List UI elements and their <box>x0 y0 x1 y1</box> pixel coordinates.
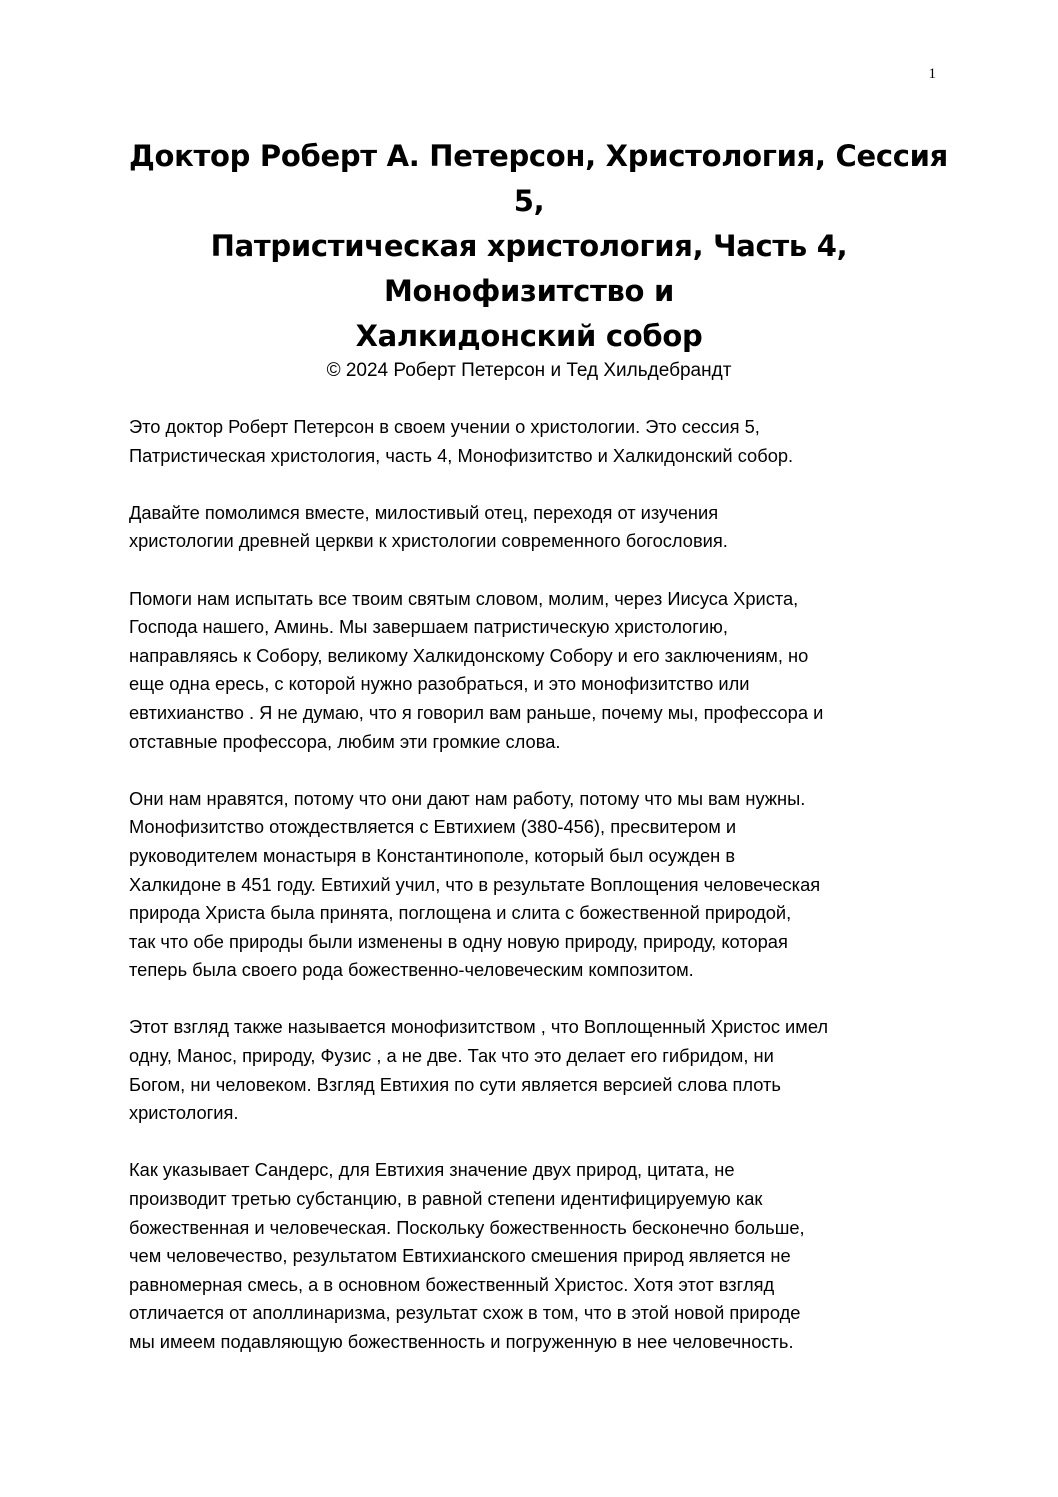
copyright-notice: © 2024 Роберт Петерсон и Тед Хильдебрандт <box>326 360 732 381</box>
text-line: евтихианство . Я не думаю, что я говорил вам раньше, почему мы, профессора и <box>129 701 824 723</box>
text-line: теперь была своего рода божественно-человеческим композитом. <box>129 959 694 981</box>
text-line: христология. <box>129 1102 239 1124</box>
text-line: Господа нашего, Аминь. Мы завершаем патристическую христологию, <box>129 616 728 638</box>
text-line: руководителем монастыря в Константинополе, который был осужден в <box>129 844 736 866</box>
text-line: Как указывает Сандерс, для Евтихия значение двух природ, цитата, не <box>129 1159 735 1181</box>
text-line: чем человечество, результатом Евтихианского смешения природ является не <box>129 1245 791 1267</box>
title-line: Халкидонский собор <box>355 319 703 353</box>
text-line: производит третью субстанцию, в равной степени идентифицируемую как <box>129 1188 763 1210</box>
paragraph-1 <box>129 413 949 470</box>
title-line: Патристическая христология, Часть 4, <box>210 229 848 263</box>
document-title <box>129 134 948 359</box>
text-line: Помоги нам испытать все твоим святым словом, молим, через Иисуса Христа, <box>129 587 799 609</box>
text-line: отличается от аполлинаризма, результат схож в том, что в этой новой природе <box>129 1302 801 1324</box>
text-line: Богом, ни человеком. Взгляд Евтихия по сути является версией слова плоть <box>129 1073 781 1095</box>
paragraph-5 <box>129 1013 949 1127</box>
text-line: направляясь к Собору, великому Халкидонскому Собору и его заключениям, но <box>129 644 809 666</box>
paragraph-3 <box>129 585 949 757</box>
title-line: 5, <box>513 184 545 218</box>
text-line: отставные профессора, любим эти громкие слова. <box>129 730 561 752</box>
text-line: Это доктор Роберт Петерсон в своем учении о христологии. Это сессия 5, <box>129 416 760 437</box>
paragraph-6 <box>129 1156 949 1356</box>
text-line: божественная и человеческая. Поскольку божественность бесконечно больше, <box>129 1216 805 1238</box>
text-line: Давайте помолимся вместе, милостивый отец, переходя от изучения <box>129 501 719 523</box>
text-line: природа Христа была принята, поглощена и слита с божественной природой, <box>129 902 792 924</box>
text-line: мы имеем подавляющую божественность и погруженную в нее человечность. <box>129 1331 794 1352</box>
title-line: Монофизитство и <box>383 274 674 308</box>
text-line: Монофизитство отождествляется с Евтихием (380-456), пресвитером и <box>129 816 737 838</box>
paragraph-4 <box>129 785 949 985</box>
document-body <box>129 413 949 1385</box>
text-line: Этот взгляд также называется монофизитством , что Воплощенный Христос имел <box>129 1016 829 1038</box>
text-line: Они нам нравятся, потому что они дают нам работу, потому что мы вам нужны. <box>129 787 806 809</box>
page-number: 1 <box>928 66 936 82</box>
text-line: одну, Манос, природу, Фузис , а не две. Так что это делает его гибридом, ни <box>129 1045 774 1067</box>
paragraph-2 <box>129 499 949 556</box>
text-line: еще одна ересь, с которой нужно разобраться, и это монофизитство или <box>129 673 750 695</box>
text-line: Халкидоне в 451 году. Евтихий учил, что в результате Воплощения человеческая <box>129 873 821 895</box>
title-line: Доктор Роберт А. Петерсон, Христология, Сессия <box>129 139 948 173</box>
text-line: Патристическая христология, часть 4, Монофизитство и Халкидонский собор. <box>129 444 794 466</box>
text-line: так что обе природы были изменены в одну новую природу, природу, которая <box>129 930 788 952</box>
text-line: христологии древней церкви к христологии современного богословия. <box>129 530 728 552</box>
text-line: равномерная смесь, а в основном божественный Христос. Хотя этот взгляд <box>129 1273 775 1295</box>
